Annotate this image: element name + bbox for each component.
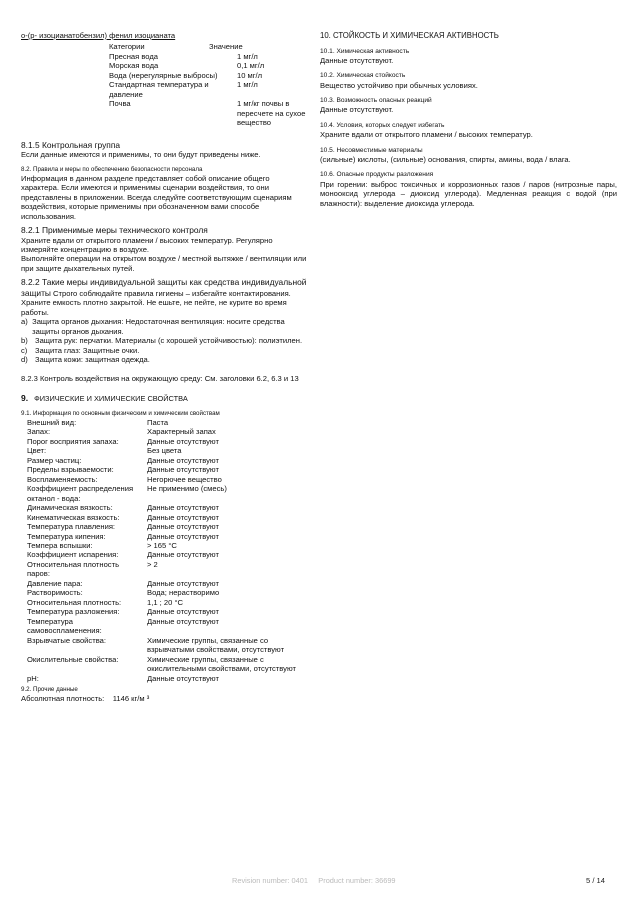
section-10-item xyxy=(320,147,617,165)
property-label: Темпера вспышки: xyxy=(27,540,93,550)
ppe-item xyxy=(21,317,307,336)
property-value: 1,1 ; 20 °C xyxy=(147,597,183,607)
section-10-item xyxy=(320,72,617,90)
property-label: Окислительные свойства: xyxy=(27,654,119,664)
property-label: Порог восприятия запаха: xyxy=(27,436,119,446)
revision-number: Revision number: 0401 xyxy=(232,876,309,885)
heading-9-2: 9.2. Прочие данные xyxy=(21,686,78,694)
section-9-title: ФИЗИЧЕСКИЕ И ХИМИЧЕСКИЕ СВОЙСТВА xyxy=(34,394,188,404)
property-label: Цвет: xyxy=(27,446,47,456)
pnec-header-category: Категории xyxy=(109,42,145,52)
property-value: Данные отсутствуют xyxy=(147,607,219,617)
properties-table xyxy=(27,418,307,684)
property-label: Кинематическая вязкость: xyxy=(27,512,120,522)
property-value: Данные отсутствуют xyxy=(147,616,219,626)
ppe-text: Защита глаз: Защитные очки. xyxy=(35,345,140,355)
text-8-2-1-a: Храните вдали от открытого пламени / высоких температур. Регулярно измеряйте концентрацию в воздухе. xyxy=(21,235,273,254)
pnec-row xyxy=(109,71,307,80)
page-number: 5 / 14 xyxy=(586,876,605,885)
section-10-item-heading: 10.3. Возможность опасных реакций xyxy=(320,97,432,105)
ppe-item xyxy=(21,355,307,364)
section-10-item xyxy=(320,48,617,66)
pnec-cell: Морская вода xyxy=(109,61,159,71)
section-10-item-text: При горении: выброс токсичных и коррозионных газов / паров (нитрозные пары, монооксид углерода – диоксид углерода). Медленная реакция с водой (при влажности): выделение диоксида углерода. xyxy=(320,179,617,208)
section-10-item-text: Данные отсутствуют. xyxy=(320,105,394,115)
ppe-label: b) xyxy=(21,336,28,346)
pnec-cell: 10 мг/л xyxy=(237,70,263,80)
property-value: Вода; нерастворимо xyxy=(147,588,220,598)
property-value: Данные отсутствуют xyxy=(147,512,219,522)
section-8-2-1 xyxy=(21,225,307,273)
section-8-1-5 xyxy=(21,140,307,160)
text-8-1-5: Если данные имеются и применимы, то они будут приведены ниже. xyxy=(21,150,261,160)
property-label: Размер частиц: xyxy=(27,455,82,465)
pnec-cell: Пресная вода xyxy=(109,51,158,61)
section-10-items xyxy=(320,48,617,208)
property-value: Данные отсутствуют xyxy=(147,531,219,541)
ppe-label: d) xyxy=(21,355,28,365)
product-number: Product number: 36699 xyxy=(318,876,396,885)
section-10-item-heading: 10.6. Опасные продукты разложения xyxy=(320,171,434,179)
absolute-density xyxy=(21,694,307,703)
section-10-item xyxy=(320,171,617,208)
heading-8-2: 8.2. Правила и меры по обеспечению безопасности персонала xyxy=(21,165,203,173)
section-10-item xyxy=(320,122,617,140)
pnec-cell: Стандартная температура и давление xyxy=(109,80,209,99)
property-label: Температура разложения: xyxy=(27,607,120,617)
property-value: Данные отсутствуют xyxy=(147,550,219,560)
section-9-number: 9. xyxy=(21,393,29,404)
property-value: Данные отсутствуют xyxy=(147,673,219,683)
property-label: Внешний вид: xyxy=(27,417,77,427)
section-9-heading xyxy=(21,393,307,404)
property-label: Пределы взрываемости: xyxy=(27,465,114,475)
section-8-2-2 xyxy=(21,277,307,364)
pnec-cell: Почва xyxy=(109,99,131,109)
property-label: Взрывчатые свойства: xyxy=(27,635,106,645)
property-label: Воспламеняемость: xyxy=(27,474,98,484)
property-value: Не применимо (смесь) xyxy=(147,484,227,494)
pnec-row xyxy=(109,99,307,127)
pnec-row xyxy=(109,61,307,70)
section-10-item-text: Храните вдали от открытого пламени / высоких температур. xyxy=(320,130,533,140)
absolute-density-value: 1146 кг/м ³ xyxy=(112,694,150,703)
property-label: Давление пара: xyxy=(27,578,83,588)
section-10-item-heading: 10.4. Условия, которых следует избегать xyxy=(320,121,445,129)
property-label: Коэффициент испарения: xyxy=(27,550,119,560)
property-label: Растворимость: xyxy=(27,588,83,598)
property-label: Коэффициент распределения октанол - вода: xyxy=(27,484,134,503)
property-value: Данные отсутствуют xyxy=(147,522,219,532)
section-10-item xyxy=(320,97,617,115)
pnec-row xyxy=(109,52,307,61)
property-value: > 165 °C xyxy=(147,540,177,550)
ppe-label: c) xyxy=(21,345,28,355)
heading-8-1-5: 8.1.5 Контрольная группа xyxy=(21,139,121,150)
section-10-item-heading: 10.5. Несовместимые материалы xyxy=(320,146,423,154)
property-value: Данные отсутствуют xyxy=(147,578,219,588)
property-label: Динамическая вязкость: xyxy=(27,503,113,513)
heading-8-2-2 xyxy=(21,277,307,317)
property-label: pH: xyxy=(27,673,39,683)
property-label: Температура самовоспламенения: xyxy=(27,616,102,636)
property-value: > 2 xyxy=(147,559,158,569)
section-10-item-heading: 10.1. Химическая активность xyxy=(320,47,410,55)
absolute-density-label: Абсолютная плотность: xyxy=(21,694,105,703)
section-8-2 xyxy=(21,166,307,221)
pnec-cell: Вода (нерегулярные выбросы) xyxy=(109,70,218,80)
property-value: Характерный запах xyxy=(147,427,216,437)
heading-9-1: 9.1. Информация по основным физическим и химическим свойствам xyxy=(21,409,220,417)
footer-product-info xyxy=(232,876,396,885)
property-label: Запах: xyxy=(27,427,51,437)
pnec-header-value: Значение xyxy=(209,42,243,52)
substance-title: о-(р- изоцианатобензил) фенил изоцианата xyxy=(21,31,176,40)
pnec-cell: 1 мг/л xyxy=(237,51,258,61)
property-label: Относительная плотность паров: xyxy=(27,559,120,579)
ppe-item xyxy=(21,336,307,345)
heading-8-2-2-text: 8.2.2 Такие меры индивидуальной защиты как средства индивидуальной защиты xyxy=(21,277,307,298)
section-10-item-text: Вещество устойчиво при обычных условиях. xyxy=(320,80,478,90)
pnec-rows xyxy=(109,52,307,128)
property-label: Температура кипения: xyxy=(27,531,106,541)
ppe-item xyxy=(21,346,307,355)
section-8-2-3 xyxy=(21,374,307,383)
ppe-text: Защита органов дыхания: Недостаточная вентиляция: носите средства защиты органов дыхания. xyxy=(32,317,285,336)
property-label: Температура плавления: xyxy=(27,522,116,532)
property-value: Данные отсутствуют xyxy=(147,455,219,465)
pnec-table xyxy=(109,42,307,51)
ppe-label: a) xyxy=(21,317,28,327)
property-value: Химические группы, связанные со взрывчатыми свойствами, отсутствуют xyxy=(147,635,285,655)
pnec-cell: 1 мг/кг почвы в пересчете на сухое вещество xyxy=(237,99,306,128)
property-value: Без цвета xyxy=(147,446,182,456)
property-label: Относительная плотность: xyxy=(27,597,122,607)
ppe-text: Защита рук: перчатки. Материалы (с хорошей устойчивостью): полиэтилен. xyxy=(35,336,303,346)
right-column xyxy=(320,31,617,208)
property-value: Паста xyxy=(147,417,169,427)
property-value: Негорючее вещество xyxy=(147,474,222,484)
left-column xyxy=(21,31,307,703)
section-10-item-text: (сильные) кислоты, (сильные) основания, спирты, амины, вода / влага. xyxy=(320,154,571,164)
section-9-2 xyxy=(21,686,307,703)
section-10-item-heading: 10.2. Химическая стойкость xyxy=(320,72,406,80)
heading-8-2-1: 8.2.1 Применимые меры технического контроля xyxy=(21,225,208,235)
section-10-title: 10. СТОЙКОСТЬ И ХИМИЧЕСКАЯ АКТИВНОСТЬ xyxy=(320,31,499,40)
property-value: Данные отсутствуют xyxy=(147,503,219,513)
text-8-2-3: 8.2.3 Контроль воздействия на окружающую среду: См. заголовки 6.2, 6.3 и 13 xyxy=(21,373,299,383)
pnec-cell: 1 мг/л xyxy=(237,80,258,90)
text-8-2-1-b: Выполняйте операции на открытом воздухе / местной вытяжке / вентиляции или при защите дыхательных путей. xyxy=(21,254,307,273)
pnec-row xyxy=(109,80,307,99)
text-8-2-2: Строго соблюдайте правила гигиены – избегайте контактирования. Храните емкость плотно закрытой. Не ешьте, не пейте, не курите во время работы. xyxy=(21,288,291,317)
property-value: Химические группы, связанные с окислительными свойствами, отсутствуют xyxy=(147,654,296,674)
section-10-item-text: Данные отсутствуют. xyxy=(320,55,394,65)
property-value: Данные отсутствуют xyxy=(147,465,219,475)
property-value: Данные отсутствуют xyxy=(147,436,219,446)
pnec-cell: 0,1 мг/л xyxy=(237,61,265,71)
ppe-text: Защита кожи: защитная одежда. xyxy=(35,355,150,365)
text-8-2: Информация в данном разделе представляет собой описание общего характера. Если имеются и применимы сценарии воздействия, то они представлены в приложении. Всегда следуйте соответствующим сценариям воздействия, которые применимы при обозначенном вами способе использования. xyxy=(21,173,292,221)
